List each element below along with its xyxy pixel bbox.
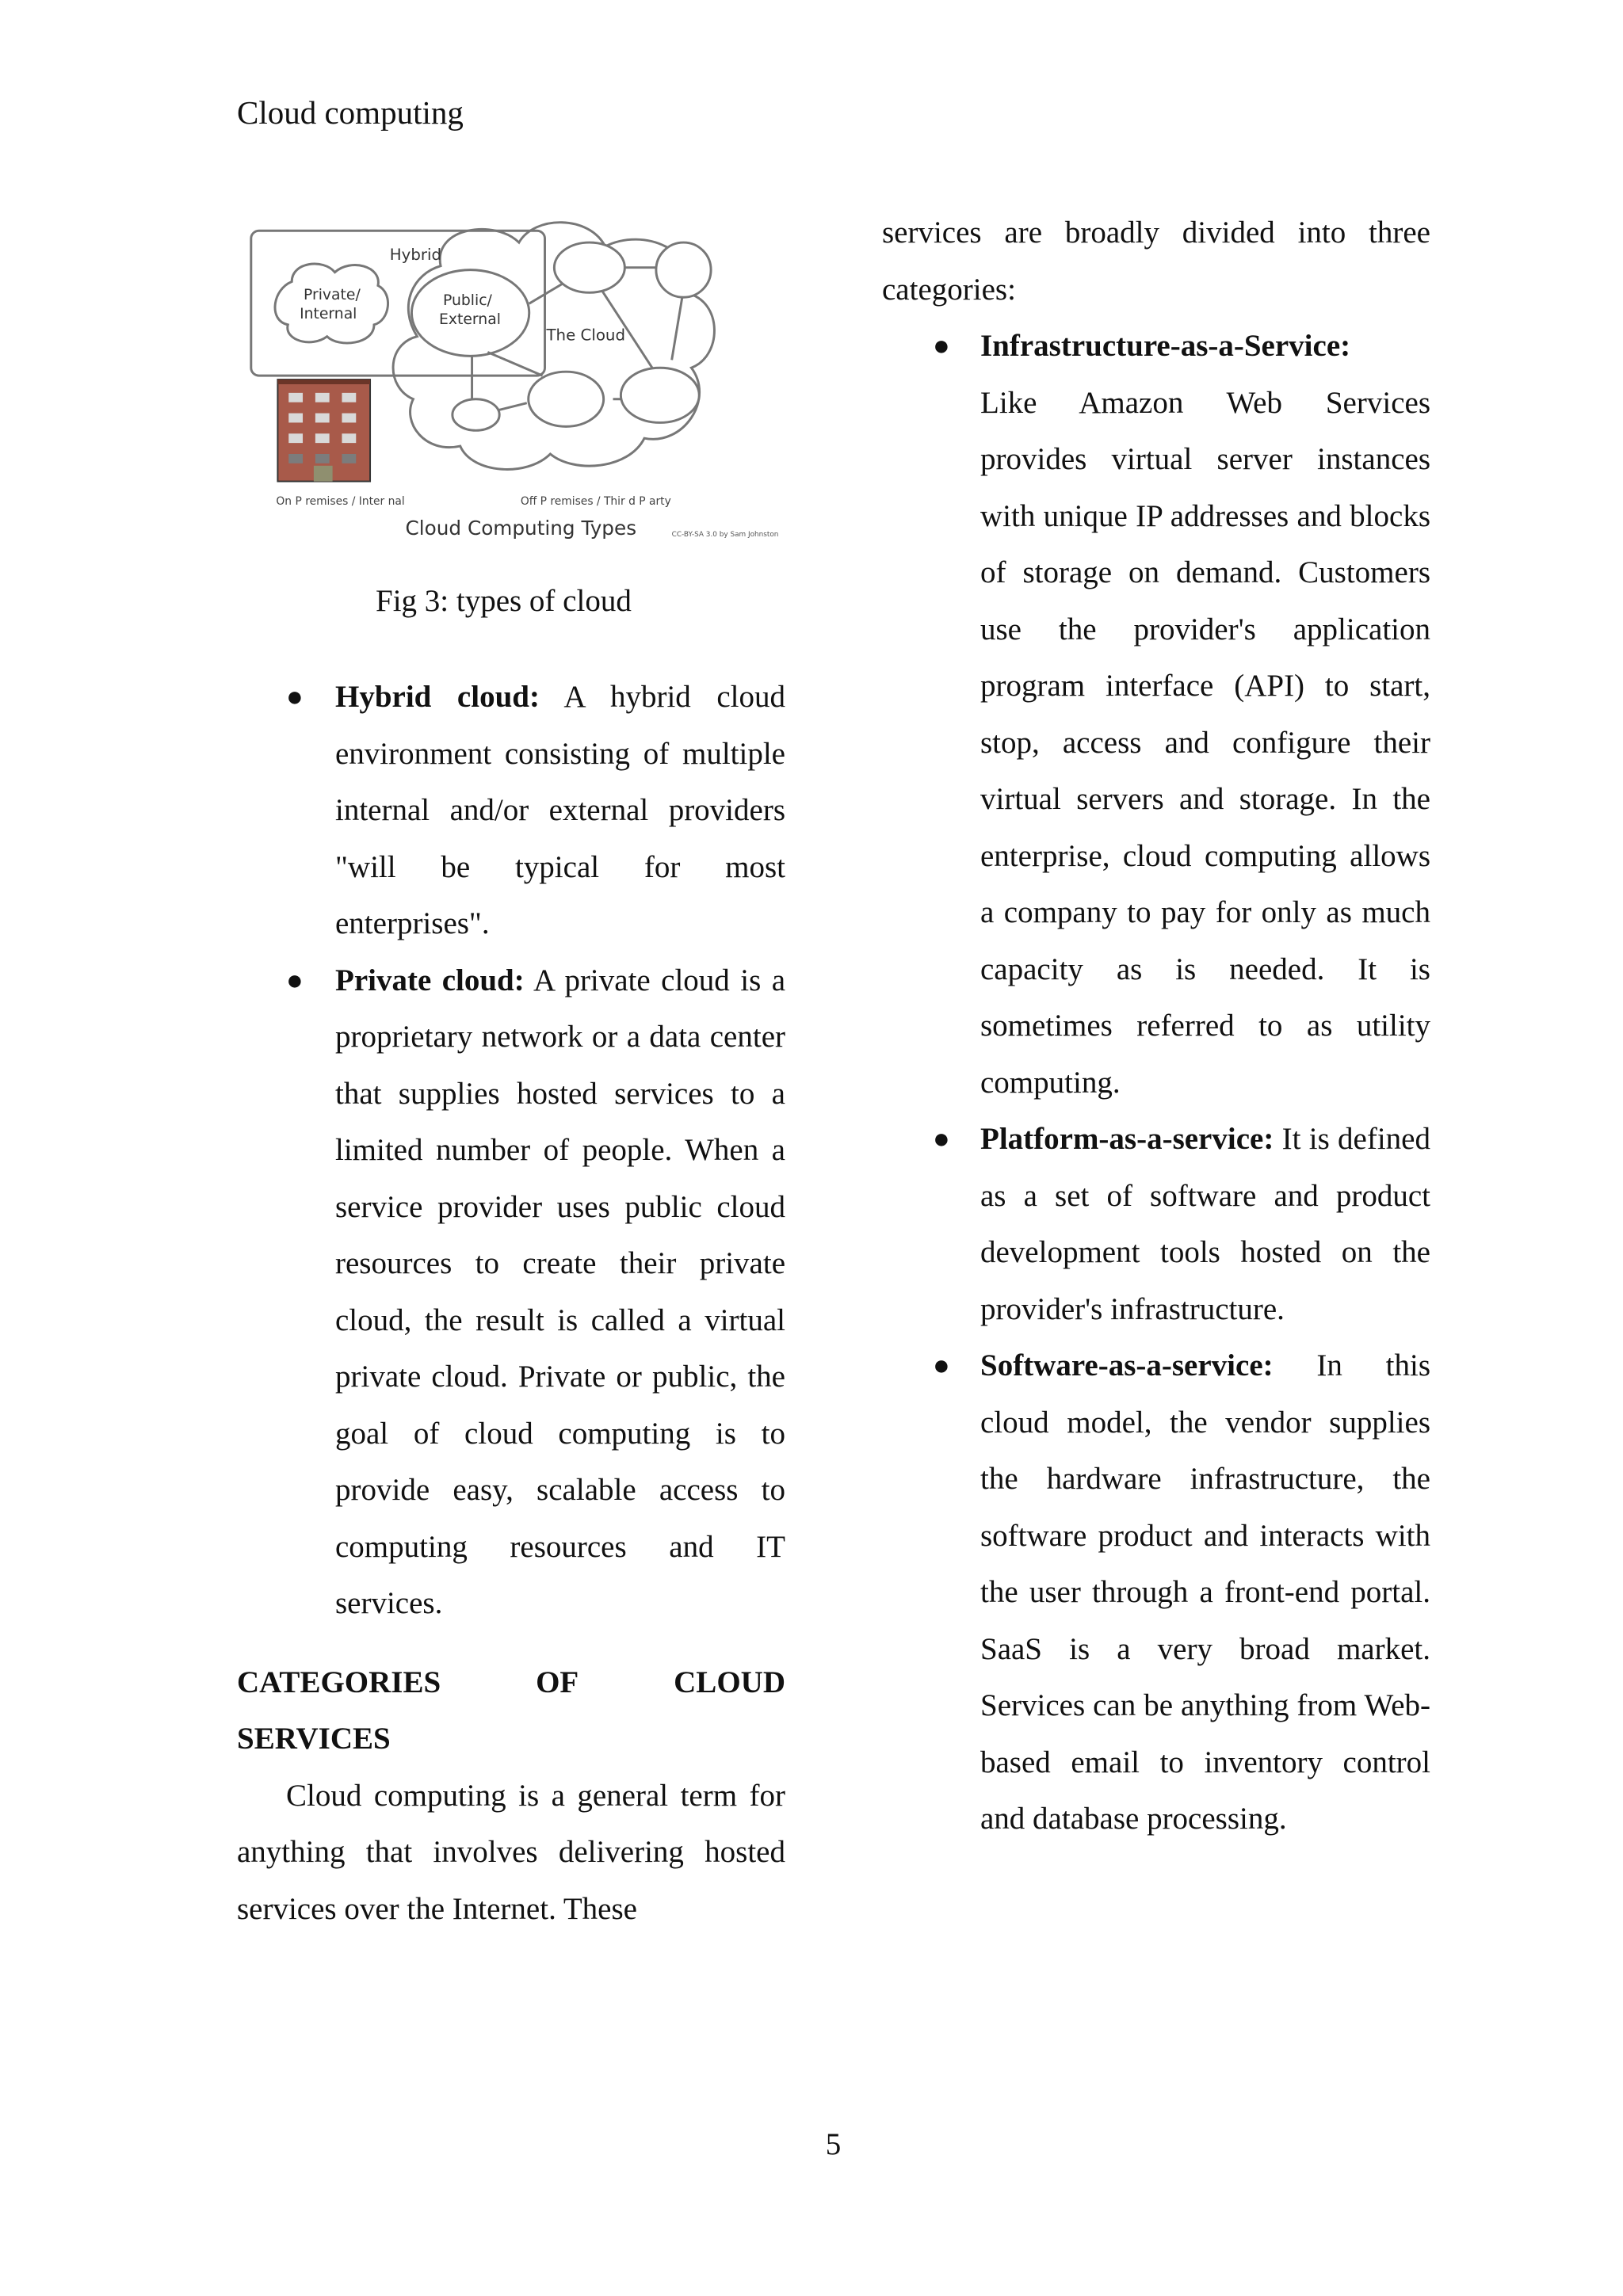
private-label-2: Internal (300, 305, 357, 322)
bullet-icon: ● (933, 1123, 950, 1154)
heading-word: OF (536, 1665, 579, 1699)
bullet-term: Private cloud: (335, 963, 525, 997)
the-cloud-label: The Cloud (546, 326, 626, 345)
bullet-text: In this cloud model, the vendor supplies the hardware infrastructure, the software product and interacts with the user through a front-end portal. SaaS is a very broad market. Services can be anything from Web-based email to inventory control and database processing. (980, 1348, 1430, 1836)
off-premises-label: Off P remises / Thir d P arty (520, 495, 671, 509)
service-categories-list (882, 318, 1430, 1848)
public-label-2: External (439, 311, 501, 328)
bullet-term: Software-as-a-service: (980, 1348, 1274, 1383)
bullet-text: A hybrid cloud environment consisting of multiple internal and/or external providers "will be typical for most enterprises". (335, 680, 785, 940)
building-icon (277, 379, 370, 482)
public-label-1: Public/ (442, 292, 492, 310)
bullet-text: It is defined as a set of software and product development tools hosted on the provider's infrastructure. (980, 1122, 1430, 1326)
list-item (237, 952, 785, 1632)
intro-paragraph: Cloud computing is a general term for anything that involves delivering hosted services over the Internet. These (237, 1778, 785, 1926)
diagram-credit: CC-BY-SA 3.0 by Sam Johnston (671, 530, 779, 539)
bullet-text: Like Amazon Web Services provides virtual server instances with unique IP addresses and blocks of storage on demand. Customers use the provider's application program interface (API) to start, stop, access and configure their virtual servers and storage. In the enterprise, cloud computing allows a company to pay for only as much capacity as is needed. It is sometimes referred to as utility computing. (980, 385, 1430, 1100)
cloud-types-diagram (237, 209, 785, 558)
hybrid-label: Hybrid (389, 245, 442, 264)
right-column (882, 204, 1430, 1848)
bullet-term: Platform-as-a-service: (980, 1122, 1274, 1156)
heading-word: CLOUD (674, 1665, 785, 1699)
bullet-icon: ● (286, 681, 304, 712)
diagram-title: Cloud Computing Types (405, 516, 637, 540)
list-item (882, 1111, 1430, 1337)
heading-word: SERVICES (237, 1722, 391, 1756)
list-item (882, 1337, 1430, 1848)
on-premises-label: On P remises / Inter nal (276, 495, 405, 509)
private-label-1: Private/ (304, 287, 361, 304)
right-intro-text: services are broadly divided into three categories: (882, 215, 1430, 307)
bullet-text: A private cloud is a proprietary network or a data center that supplies hosted services to a limited number of people. When a service provider uses public cloud resources to create their private cloud, the result is called a virtual private cloud. Private or public, the goal of cloud computing is to provide easy, scalable access to computing resources and IT services. (335, 963, 786, 1620)
bullet-icon: ● (933, 1349, 950, 1381)
heading-word: CATEGORIES (237, 1665, 441, 1699)
page-number: 5 (825, 2127, 842, 2161)
cloud-types-list (237, 669, 785, 1632)
list-item (237, 669, 785, 952)
figure-caption: Fig 3: types of cloud (376, 584, 632, 618)
bullet-term: Hybrid cloud: (335, 680, 540, 714)
left-column (237, 204, 785, 1937)
list-item (882, 318, 1430, 1111)
bullet-term: Infrastructure-as-a-Service: (980, 329, 1351, 363)
cloud-types-figure (237, 209, 792, 558)
bullet-icon: ● (286, 963, 304, 996)
running-header: Cloud computing (237, 94, 464, 131)
bullet-icon: ● (933, 330, 950, 361)
section-heading (237, 1654, 785, 1768)
